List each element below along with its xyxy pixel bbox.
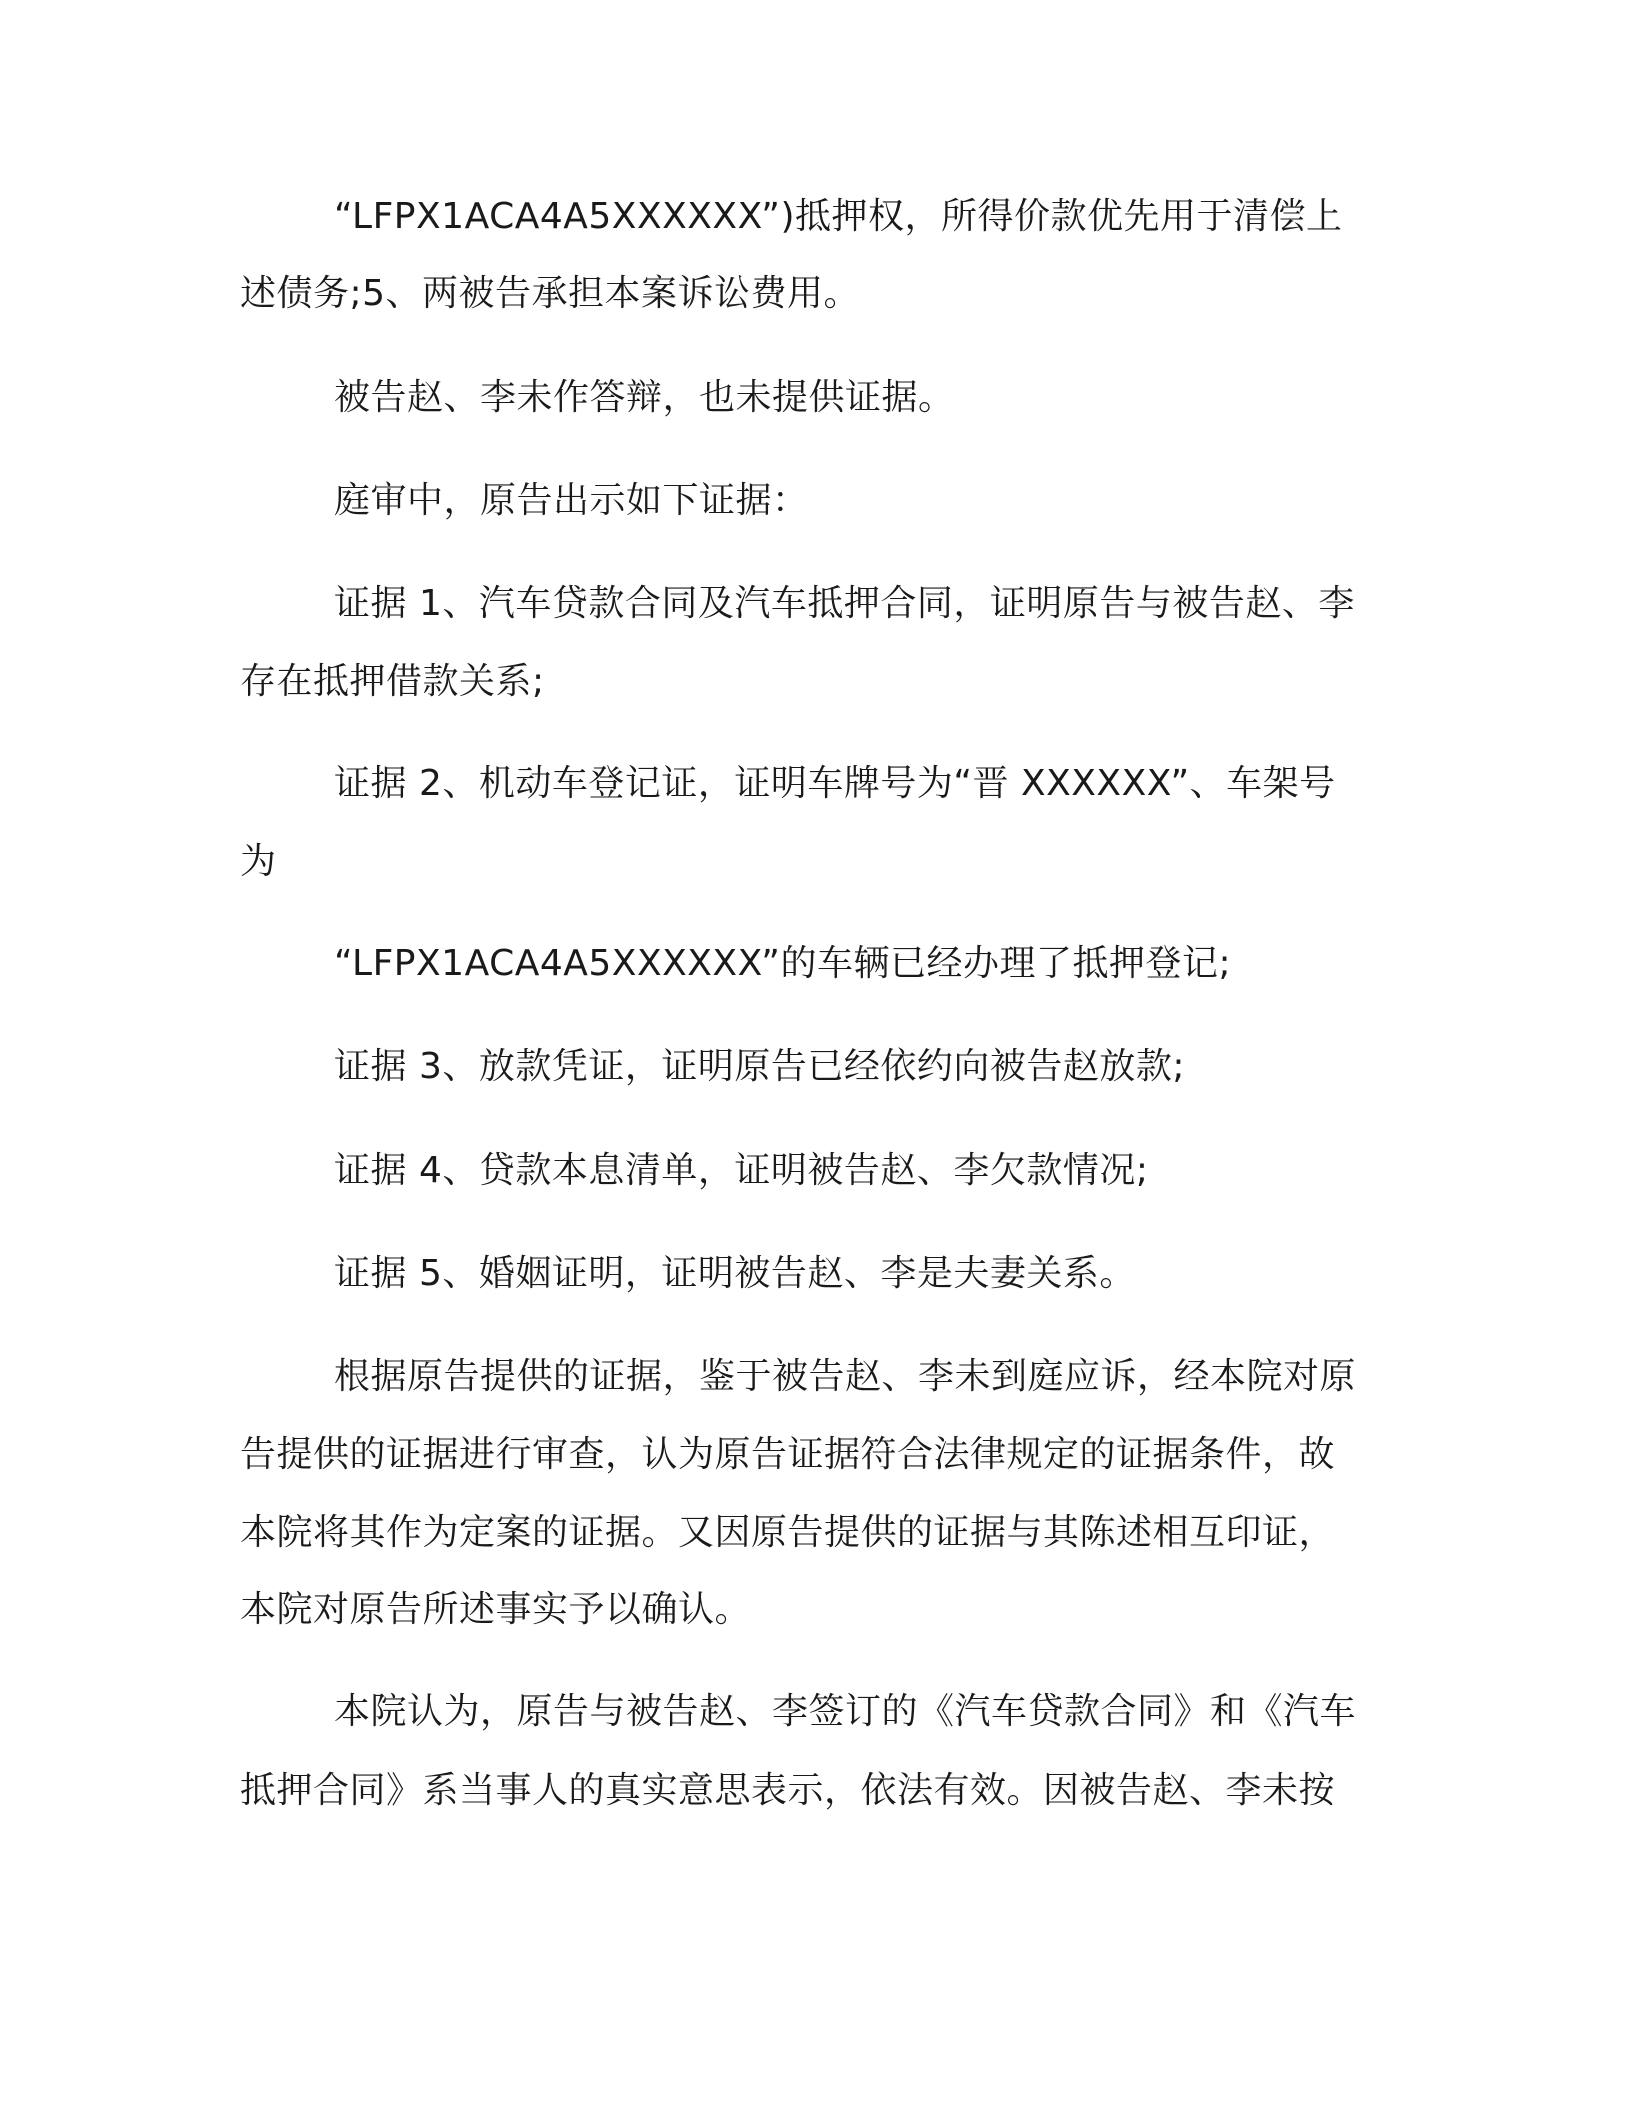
text-line: 抵押合同》系当事人的真实意思表示，依法有效。因被告赵、李未按 <box>240 1770 1336 1811</box>
text-line: 存在抵押借款关系; <box>240 661 545 702</box>
text-line: 根据原告提供的证据，鉴于被告赵、李未到庭应诉，经本院对原 <box>334 1356 1357 1397</box>
text-line: 述债务;5、两被告承担本案诉讼费用。 <box>240 273 861 314</box>
text-line: 本院对原告所述事实予以确认。 <box>240 1589 752 1630</box>
text-line: 本院将其作为定案的证据。又因原告提供的证据与其陈述相互印证， <box>240 1512 1336 1553</box>
text-line: 庭审中，原告出示如下证据： <box>334 480 809 521</box>
text-line: 证据 4、贷款本息清单，证明被告赵、李欠款情况; <box>334 1150 1149 1191</box>
text-line: 证据 2、机动车登记证，证明车牌号为“晋 XXXXXX”、车架号 <box>334 763 1336 804</box>
text-line: 证据 5、婚姻证明，证明被告赵、李是夫妻关系。 <box>334 1253 1136 1294</box>
text-line: 证据 1、汽车贷款合同及汽车抵押合同，证明原告与被告赵、李 <box>334 583 1355 624</box>
text-line: 告提供的证据进行审查，认为原告证据符合法律规定的证据条件，故 <box>240 1434 1336 1475</box>
text-line: 为 <box>240 841 277 882</box>
text-line: “LFPX1ACA4A5XXXXXX”的车辆已经办理了抵押登记; <box>334 943 1232 984</box>
text-line: “LFPX1ACA4A5XXXXXX”)抵押权，所得价款优先用于清偿上 <box>334 196 1343 237</box>
text-line: 证据 3、放款凭证，证明原告已经依约向被告赵放款; <box>334 1046 1185 1087</box>
text-line: 被告赵、李未作答辩，也未提供证据。 <box>334 377 955 418</box>
text-line: 本院认为，原告与被告赵、李签订的《汽车贷款合同》和《汽车 <box>334 1691 1357 1732</box>
